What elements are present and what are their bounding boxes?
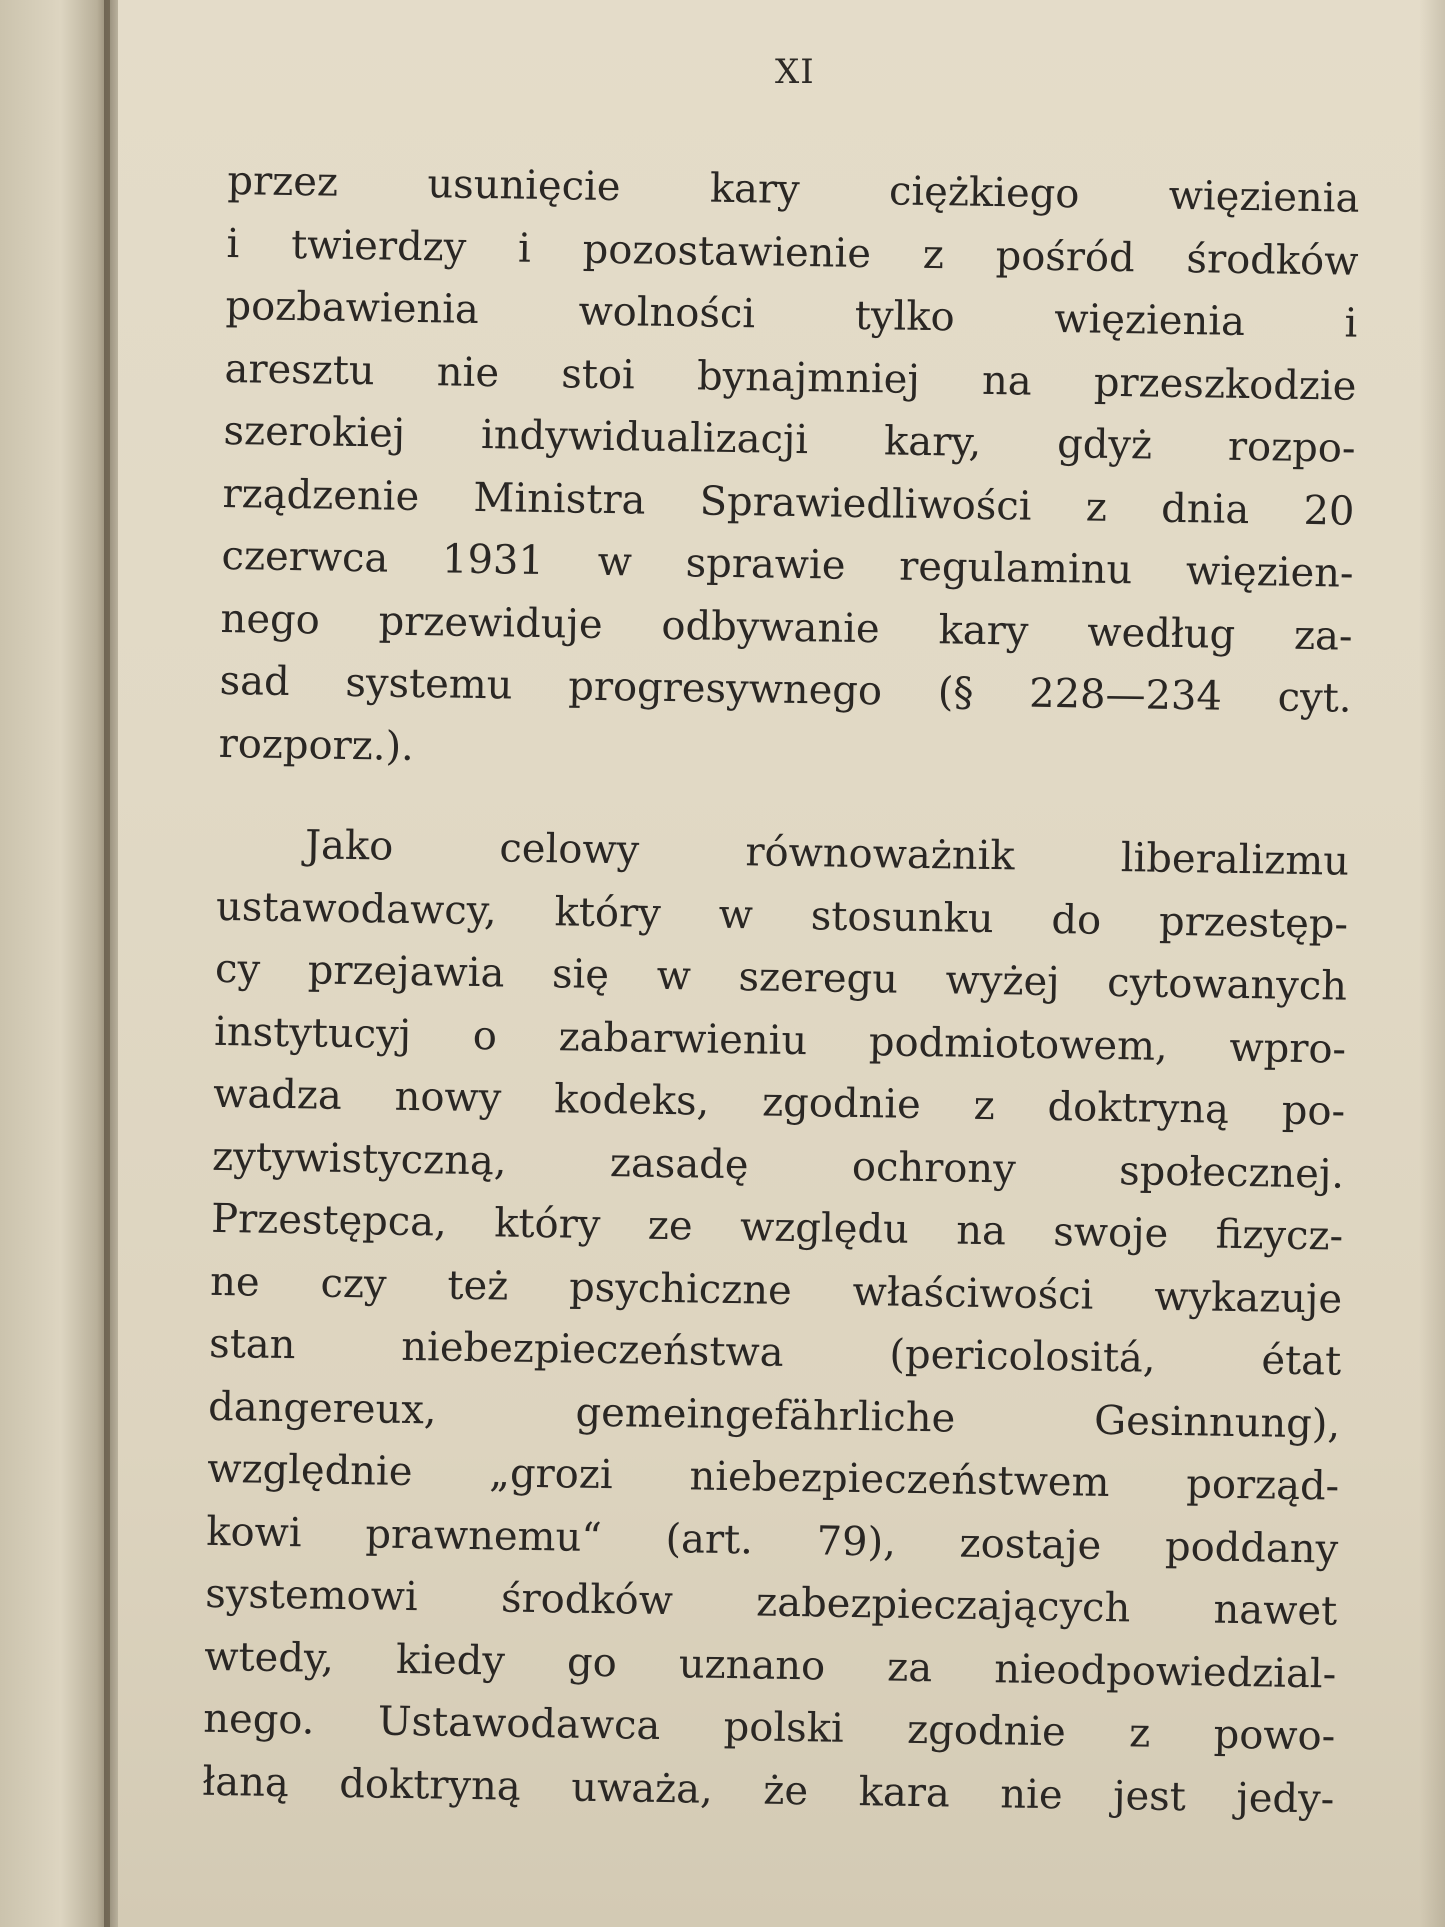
text-line: kowi prawnemu“ (art. 79), zostaje poddany [205, 1508, 1339, 1573]
text-line: pozbawienia wolności tylko więzienia i [225, 282, 1358, 347]
text-line: i twierdzy i pozostawienie z pośród środków [226, 220, 1359, 285]
page-edge-shadow [1419, 0, 1445, 1927]
text-line: stan niebezpieczeństwa (pericolositá, état [208, 1320, 1342, 1385]
text-line: ne czy też psychiczne właściwości wykazuje [209, 1258, 1343, 1323]
text-line: łaną doktryną uważa, że kara nie jest jedy- [202, 1758, 1335, 1823]
text-line: przez usunięcie kary ciężkiego więzienia [227, 157, 1360, 222]
text-line: wadza nowy kodeks, zgodnie z doktryną po- [212, 1070, 1346, 1135]
text-line: dangereux, gemeingefährliche Gesinnung), [207, 1383, 1341, 1448]
text-line: Przestępca, który ze względu na swoje fizycz- [210, 1195, 1344, 1260]
text-line: ustawodawcy, który w stosunku do przestęp- [215, 883, 1349, 948]
paragraph [202, 813, 1350, 1831]
text-line: zytywistyczną, zasadę ochrony społecznej. [211, 1133, 1345, 1198]
text-line: względnie „grozi niebezpieczeństwem porząd- [206, 1445, 1340, 1510]
text-line: wtedy, kiedy go uznano za nieodpowiedzial- [203, 1633, 1337, 1698]
text-line: szerokiej indywidualizacji kary, gdyż rozpo- [223, 407, 1356, 472]
page-number: XI [775, 52, 815, 92]
text-line: sad systemu progresywnego (§ 228—234 cyt. [219, 657, 1352, 722]
text-line: systemowi środków zabezpieczających nawet [204, 1570, 1338, 1635]
body-text [202, 150, 1360, 1831]
text-line: nego przewiduje odbywanie kary według za- [220, 595, 1353, 660]
text-line: Jako celowy równoważnik liberalizmu [304, 822, 1350, 885]
text-line: rozporz.). [218, 720, 415, 770]
text-line: cy przejawia się w szeregu wyżej cytowanych [214, 945, 1348, 1010]
text-line: rządzenie Ministra Sprawiedliwości z dnia 20 [222, 470, 1355, 535]
text-line: czerwca 1931 w sprawie regulaminu więzien- [221, 532, 1354, 597]
text-line: aresztu nie stoi bynajmniej na przeszkodzie [224, 345, 1357, 410]
previous-page-edge [0, 0, 110, 1927]
text-line: nego. Ustawodawca polski zgodnie z powo- [202, 1695, 1336, 1760]
paragraph [218, 150, 1360, 793]
text-line: instytucyj o zabarwieniu podmiotowem, wpro- [213, 1008, 1347, 1073]
